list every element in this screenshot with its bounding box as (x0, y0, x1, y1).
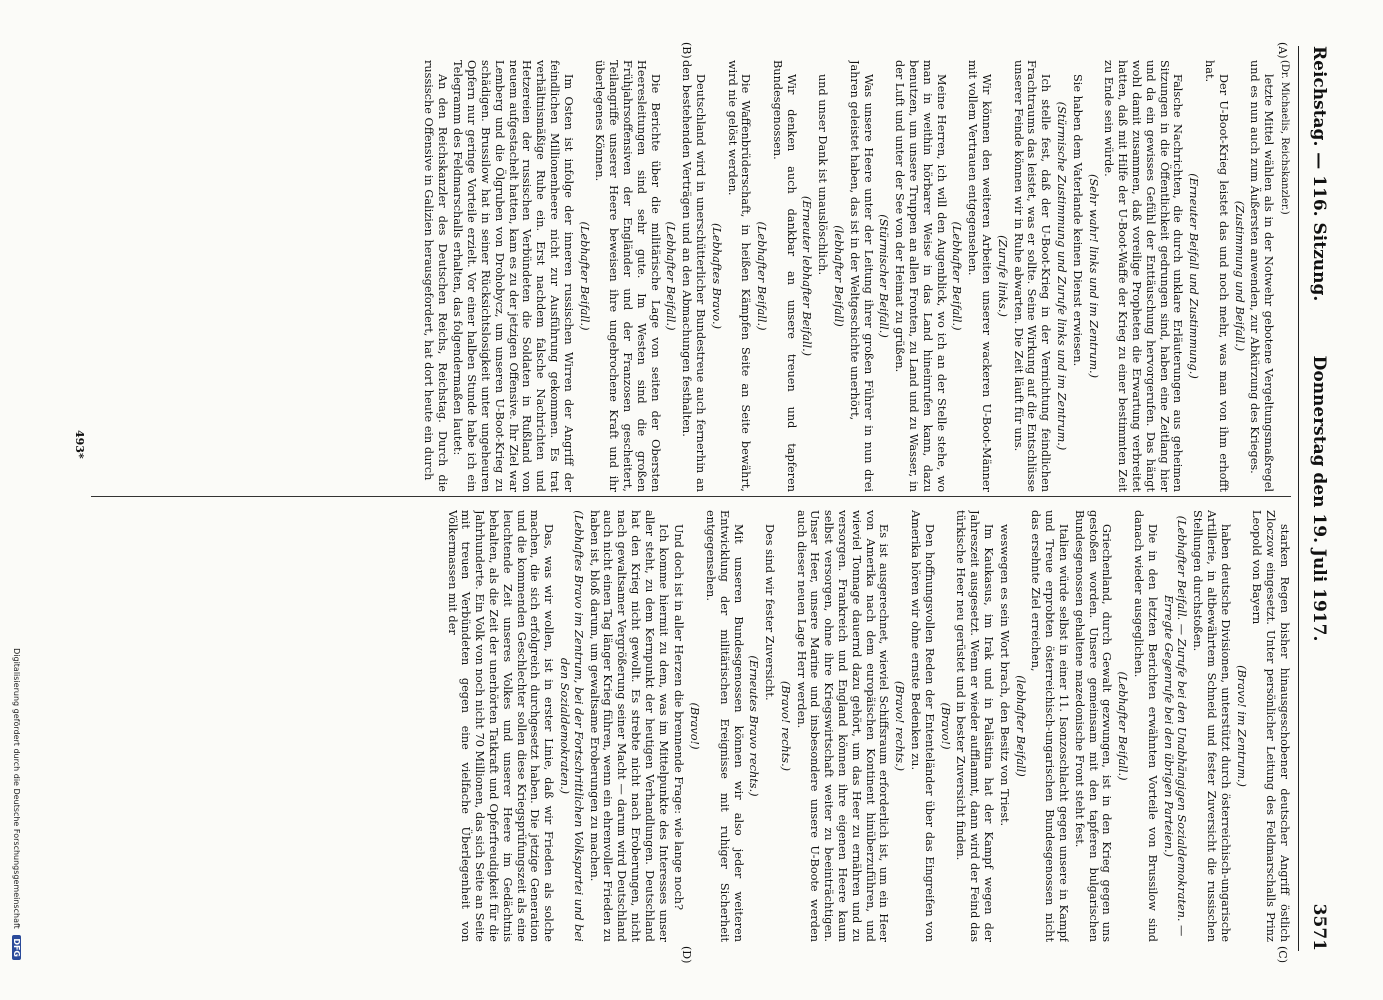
paragraph: Das, was wir wollen, ist in erster Linie, daß wir Frieden als solche machen, die sich erfolgreich durchgesetzt haben. Die jetzige Generation und die kommenden Geschlechter sollen diese Kriegsprüfungszeit als eine leuchtende Zeit unseres Volkes und unserer Heere im Gedächtnis behalten, als die Zeit der unerhörten Tatkraft und Opferfreudigkeit für die Jahrhunderte. Ein Volk von noch nicht 70 Millionen, das sich Seite an Seite mit treuen Verbündeten gegen eine vielfache Überlegenheit von Völkermassen mit der (445, 510, 556, 942)
paragraph: Meine Herren, ich will den Augenblick, wo ich an der Stelle stehe, wo man in weithin hörbarer Weise in das Land hineinrufen kann, dazu benutzen, um unsere Truppen an allen Fronten, zu Land und zu Wasser, in der Luft und unter der See von der Heimat zu grüßen. (893, 60, 948, 492)
margin-marker-a: (A) (1276, 42, 1289, 59)
stage-direction: (Erneuter Beifall und Zustimmung.) (1187, 173, 1201, 379)
stage-direction: (Bravo! rechts.) (893, 680, 907, 772)
page-signature: 493* (73, 430, 86, 459)
stage-direction: (Lebhafter Beifall.) (950, 221, 964, 331)
stage-direction: (Lebhafter Beifall.) (664, 221, 678, 331)
paragraph: letzte Mittel wählen als in der Notwehr gebotene Vergeltungsmaßregel und es nun auch zum Äußersten anwenden, zur Abkürzung des Krieges. (1248, 60, 1276, 492)
stage-direction: (Bravo!) (688, 702, 702, 750)
stage-direction: (Lebhaftes Bravo.) (709, 222, 723, 330)
stage-direction: (Stürmischer Beifall.) (877, 214, 891, 338)
paragraph: Ich komme hiermit zu dem, was im Mittelpunkte des Interesses unser aller steht, zu dem Kernpunkt der heutigen Verhandlungen. Deutschland hat den Krieg nicht gewollt. Es strebte nicht nach Eroberungen, nicht nach gewaltsamer Vergrößerung seiner Macht — darum wird Deutschland auch nicht einen Tag länger Krieg führen, wenn ein ehrenvoller Frieden zu haben ist, bloß darum, um gewaltsame Eroberungen zu machen. (587, 510, 670, 942)
stage-direction: (Zurufe links.) (995, 235, 1009, 317)
margin-marker-b: (B) (680, 42, 693, 59)
paragraph: Wir können den weiteren Arbeiten unserer wackeren U-Boot-Männer mit vollem Vertrauen entgegensehen. (966, 60, 994, 492)
paragraph: Und doch ist in aller Herzen die brennende Frage: wie lange noch? (672, 524, 686, 911)
stage-direction: (Lebhafter Beifall.) (1116, 671, 1130, 781)
paragraph: Mit unseren Bundesgenossen können wir also jeder weiteren Entwicklung der militärischen Ereignisse mit ruhiger Sicherheit entgegensehen. (703, 510, 745, 942)
right-column (91, 510, 1291, 942)
header-date: Donnerstag den 19. Juli 1917. (1309, 355, 1329, 642)
paragraph: Italien würde selbst in einer 11. Isonzoschlacht gegen unsere in Kampf und Treue erprobten österreichisch-ungarischen Bundesgenossen nicht das ersehnte Ziel erreichen, (1029, 510, 1071, 942)
stage-direction: (Stürmische Zustimmung und Zurufe links und im Zentrum.) (1055, 101, 1069, 451)
stage-direction: (Lebhafter Beifall.) (755, 221, 769, 331)
footer-text: Digitalisierung gefördert durch die Deutsche Forschungsgemeinschaft (12, 648, 21, 929)
stage-direction: (Bravo! im Zentrum.) (1234, 665, 1248, 787)
paragraph: Die Waffenbrüderschaft, in heißen Kämpfen Seite an Seite bewährt, wird nie gelöst werden. (725, 60, 753, 492)
paragraph: Wir denken auch dankbar an unsere treuen und tapferen Bundesgenossen. (770, 60, 798, 492)
paragraph: Es ist ausgerechnet, wieviel Schiffsraum erforderlich ist, um ein Heer von Amerika nach dem europäischen Kontinent hinüberzuführen, und wieviel Tonnage dauernd dazu gehört, um das Heer zu ernähren und zu versorgen. Frankreich und England können ihre eigenen Heere kaum selbst versorgen, ohne ihre Kriegswirtschaft weiter zu beeinträchtigen. Unser Heer, unsere Marine und insbesondere unsere U-Boote werden auch dieser neuen Lage Herr werden. (794, 510, 891, 942)
paragraph: Der U-Boot-Krieg leistet das und noch mehr, was man von ihm erhofft hat. (1203, 60, 1230, 492)
paragraph: Den hoffnungsvollen Reden der Ententeländer über das Eingreifen von Amerika hören wir ohne ernste Bedenken zu. (909, 510, 936, 942)
left-column (91, 60, 1291, 492)
paragraph: An den Reichskanzler des Deutschen Reichs, Reichstag. Durch die russische Offensive in Galizien herausgefordert, hat dort heute ein durch (421, 60, 449, 492)
paragraph: Falsche Nachrichten, die durch unklare Erläuterungen aus geheimen Sitzungen in die Öffentlichkeit gedrungen sind, haben eine Zeitlang hier und da ein gewisses Gefühl der Enttäuschung hervorgerufen. Das hängt wohl damit zusammen, daß voreilige Propheten die Erwartung verbreitet hatten, daß mit Hilfe der U-Boot-Waffe der Krieg zu einer bestimmten Zeit zu Ende sein würde. (1102, 60, 1185, 492)
paragraph: Die Berichte über die militärische Lage von seiten der Obersten Heeresleitungen sind sehr gute. Im Westen sind die großen Frühjahrsoffensiven der Engländer und der Franzosen gescheitert, Teilangriffe unserer Heere beweisen ihre ungebrochene Kraft und ihr überlegenes Können. (593, 60, 662, 492)
stage-direction: (Lebhaftes Bravo im Zentrum, bei der Fortschrittlichen Volkspartei und bei den Sozialdemokraten.) (557, 510, 585, 942)
stage-direction: (lebhafter Beifall) (1013, 675, 1027, 777)
dfg-logo: DFG (12, 935, 21, 960)
margin-marker-c: (C) (1276, 946, 1289, 963)
stage-direction: (Lebhafter Beifall. — Zurufe bei den Unabhängigen Sozialdemokraten. — Erregte Gegenrufe bei den übrigen Parteien.) (1161, 515, 1189, 937)
stage-direction: (Erneutes Bravo rechts.) (747, 655, 761, 797)
stage-direction: (Lebhafter Beifall.) (577, 221, 591, 331)
paragraph: weswegen es sein Wort brach, den Besitz von Triest. (997, 524, 1011, 827)
stage-direction: (lebhafter Beifall) (832, 225, 846, 327)
paragraph: und unser Dank ist unauslöschlich. (816, 74, 830, 276)
stage-direction: (Erneuter lebhafter Beifall.) (800, 195, 814, 357)
margin-marker-d: (D) (680, 946, 693, 964)
paragraph: Die in den letzten Berichten erwähnten Vorteile von Brussilow sind danach wieder ausgeglichen. (1132, 510, 1159, 942)
stage-direction: (Sehr wahr! links und im Zentrum.) (1086, 173, 1100, 379)
paragraph: Ich stelle fest, daß der U-Boot-Krieg in der Vernichtung feindlichen Frachtraums das leistet, was er sollte. Seine Wirkung auf die Entschlüsse unserer Feinde können wir in Ruhe abwarten. Die Zeit läuft für uns. (1011, 60, 1053, 492)
paragraph: Im Osten ist infolge der inneren russischen Wirren der Angriff der feindlichen Millionenheere nicht zur Ausführung gekommen. Es trat verhältnismäßige Ruhe ein. Erst nachdem falsche Nachrichten und Hetzereien der russischen Verbündeten die Soldaten in Rußland von neuem aufgestachelt hatten, kam es zu der jetzigen Offensive. Ihr Ziel war Lemberg und die Ölgruben von Drohobycz, um unseren U-Boot-Krieg zu schädigen. Brussilow hat in seiner Rücksichtslosigkeit unter ungeheuren Opfern nur geringe Vorteile erzielt. Vor einer halben Stunde habe ich ein Telegramm des Feldmarschalls erhalten, das folgendermaßen lautet: (451, 60, 575, 492)
paragraph: Griechenland, durch Gewalt gezwungen, ist in den Krieg gegen uns gestoßen worden. Unsere gemeinsam mit den tapferen bulgarischen Bundesgenossen gehaltene mazedonische Front steht fest. (1072, 510, 1114, 942)
paragraph: Des sind wir fester Zuversicht. (763, 524, 777, 701)
header-session: Reichstag. — 116. Sitzung. (1309, 46, 1329, 302)
footer-credit (12, 380, 21, 960)
paragraph: Sie haben dem Vaterlande keinen Dienst erwiesen. (1070, 74, 1084, 367)
paragraph: Im Kaukasus, im Irak und in Palästina hat der Kampf wegen der Jahreszeit ausgesetzt. Wenn er wieder aufflammt, dann wird der Feind das türkische Heer neu gerüstet und in bester Zuversicht finden. (954, 510, 996, 942)
paragraph: Was unsere Heere unter der Leitung ihrer großen Führer in nun drei Jahren geleistet haben, das ist in der Weltgeschichte unerhört, (847, 60, 875, 492)
column-divider (91, 496, 1291, 497)
header-rule (1298, 46, 1299, 951)
paragraph: haben deutsche Divisionen, unterstützt durch österreichisch-ungarische Artillerie, in altbewährtem Schneid und fester Zuversicht die russischen Stellungen durchstoßen. (1191, 510, 1232, 942)
page-header (1303, 46, 1333, 951)
stage-direction: (Zustimmung und Beifall.) (1232, 200, 1246, 352)
paragraph: starken Regen bisher hinausgeschobener deutscher Angriff östlich Zloczow eingesetzt. Unter persönlicher Leitung des Feldmarschalls Prinz Leopold von Bayern (1250, 510, 1291, 942)
page-number: 3571 (1309, 903, 1329, 951)
paragraph: Deutschland wird in unerschütterlicher Bundestreue auch fernerhin an den bestehenden Verträgen und an den Abmachungen festhalten. (680, 60, 707, 492)
stage-direction: (Bravo!) (938, 702, 952, 750)
stage-direction: (Bravo! rechts.) (778, 680, 792, 772)
paragraph: (Dr. Michaelis, Reichskanzler.) (1279, 60, 1290, 215)
